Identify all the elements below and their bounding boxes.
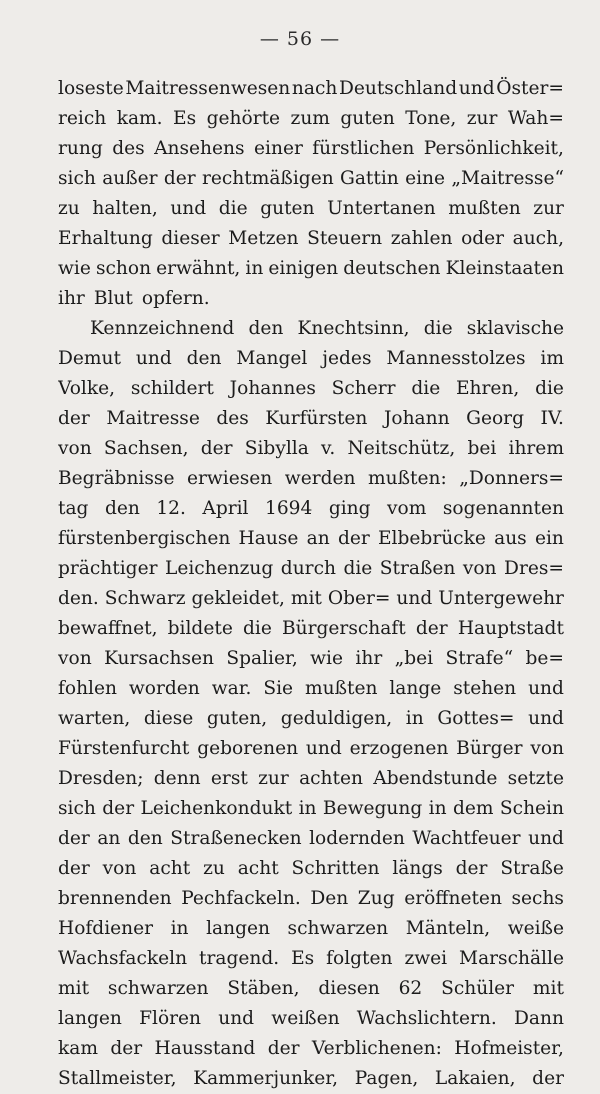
text-line: bewaffnet, bildete die Bürgerschaft der Hauptstadt bbox=[58, 618, 564, 639]
text-line: Fürstenfurcht geborenen und erzogenen Bürger von bbox=[58, 738, 564, 759]
text-line: tag den 12. April 1694 ging vom sogenannten bbox=[58, 498, 564, 519]
text-line: Erhaltung dieser Metzen Steuern zahlen oder auch, bbox=[58, 228, 564, 249]
text-line: warten, diese guten, geduldigen, in Gottes= und bbox=[58, 708, 564, 729]
text-line: Demut und den Mangel jedes Mannesstolzes im bbox=[58, 348, 564, 369]
text-line: der Maitresse des Kurfürsten Johann Georg IV. bbox=[58, 408, 564, 429]
text-line: prächtiger Leichenzug durch die Straßen von Dres= bbox=[58, 558, 564, 579]
text-line: sich der Leichenkondukt in Bewegung in dem Schein bbox=[58, 798, 564, 819]
text-line: reich kam. Es gehörte zum guten Tone, zur Wah= bbox=[58, 108, 564, 129]
text-line: Kennzeichnend den Knechtsinn, die sklavische bbox=[90, 318, 564, 339]
text-line: von Kursachsen Spalier, wie ihr „bei Strafe“ be= bbox=[58, 648, 564, 669]
text-line: Wachsfackeln tragend. Es folgten zwei Marschälle bbox=[58, 948, 564, 969]
text-line: ihr Blut opfern. bbox=[58, 288, 210, 309]
text-line: fürstenbergischen Hause an der Elbebrücke aus ein bbox=[58, 528, 564, 549]
text-line: zu halten, und die guten Untertanen mußten zur bbox=[58, 198, 564, 219]
text-line: rung des Ansehens einer fürstlichen Persönlichkeit, bbox=[58, 138, 564, 159]
text-line: loseste Maitressenwesen nach Deutschland und Öster= bbox=[58, 78, 564, 99]
text-line: wie schon erwähnt, in einigen deutschen Kleinstaaten bbox=[58, 258, 564, 279]
text-line: langen Flören und weißen Wachslichtern. Dann bbox=[58, 1008, 564, 1029]
page-number: — 56 — bbox=[259, 28, 341, 50]
text-line: Volke, schildert Johannes Scherr die Ehren, die bbox=[58, 378, 564, 399]
body-text bbox=[58, 74, 564, 1094]
text-line: von Sachsen, der Sibylla v. Neitschütz, bei ihrem bbox=[58, 438, 564, 459]
text-line: mit schwarzen Stäben, diesen 62 Schüler mit bbox=[58, 978, 564, 999]
text-line: Stallmeister, Kammerjunker, Pagen, Lakaien, der bbox=[58, 1068, 564, 1089]
text-line: der von acht zu acht Schritten längs der Straße bbox=[58, 858, 564, 879]
text-line: sich außer der rechtmäßigen Gattin eine „Maitresse“ bbox=[58, 168, 564, 189]
text-line: Begräbnisse erwiesen werden mußten: „Donners= bbox=[58, 468, 564, 489]
text-line: den. Schwarz gekleidet, mit Ober= und Untergewehr bbox=[58, 588, 564, 609]
text-line: kam der Hausstand der Verblichenen: Hofmeister, bbox=[58, 1038, 564, 1059]
text-line: brennenden Pechfackeln. Den Zug eröffneten sechs bbox=[58, 888, 564, 909]
text-line: fohlen worden war. Sie mußten lange stehen und bbox=[58, 678, 564, 699]
text-line: Dresden; denn erst zur achten Abendstunde setzte bbox=[58, 768, 564, 789]
text-line: Hofdiener in langen schwarzen Mänteln, weiße bbox=[58, 918, 564, 939]
text-line: der an den Straßenecken lodernden Wachtfeuer und bbox=[58, 828, 564, 849]
